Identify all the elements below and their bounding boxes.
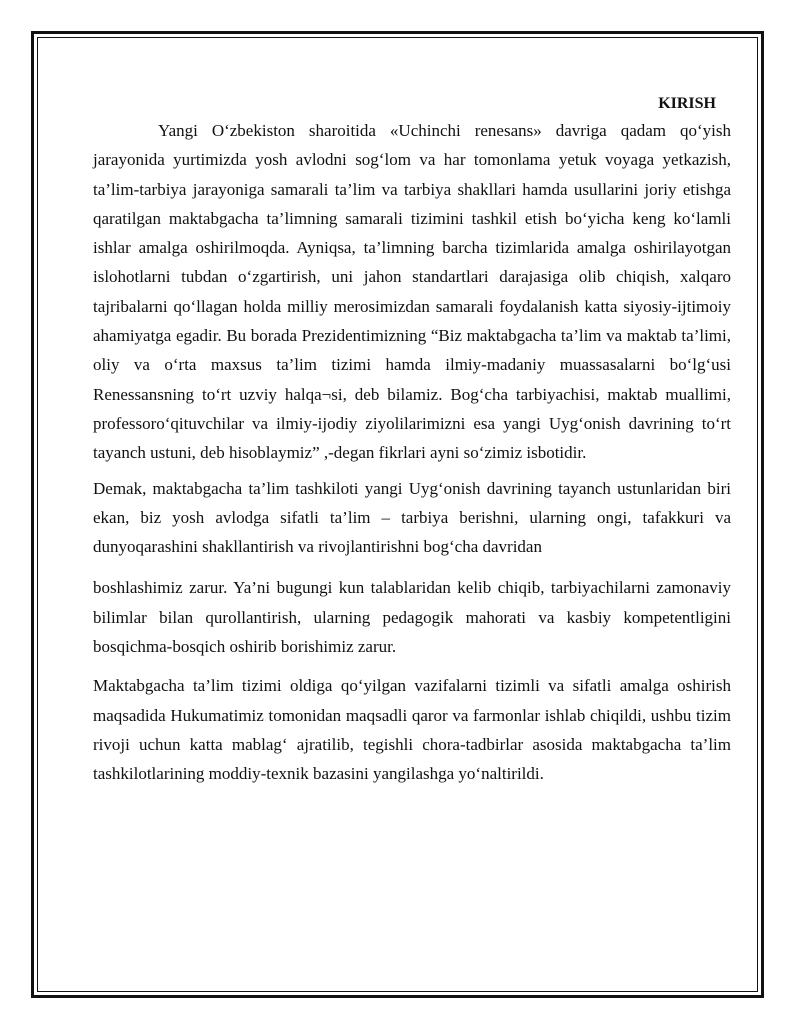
document-body xyxy=(93,92,731,789)
paragraph-3: boshlashimiz zarur. Ya’ni bugungi kun talablaridan kelib chiqib, tarbiyachilarni zamonaviy bilimlar bilan qurollantirish, ularning pedagogik mahorati va kasbiy kompetentligini bosqichma-bosqich oshirib borishimiz zarur. xyxy=(93,578,731,657)
paragraph-1: Yangi O‘zbekiston sharoitida «Uchinchi renesans» davriga qadam qo‘yish jarayonida yurtimizda yosh avlodni sog‘lom va har tomonlama yetuk voyaga yetkazish, ta’lim-tarbiya jarayoniga samarali ta’lim va tarbiya shakllari hamda usullarini joriy etishga qaratilgan maktabgacha ta’limning samarali tizimini tashkil etish bo‘yicha keng ko‘lamli ishlar amalga oshirilmoqda. Ayniqsa, ta’limning barcha tizimlarida amalga oshirilayotgan islohotlarni tubdan o‘zgartirish, uni jahon standartlari darajasiga olib chiqish, xalqaro tajribalarni qo‘llagan holda milliy merosimizdan samarali foydalanish katta siyosiy-ijtimoiy ahamiyatga egadir. Bu borada Prezidentimizning “Biz maktabgacha ta’lim va maktab ta’limi, oliy va o‘rta maxsus ta’lim tizimi hamda ilmiy-madaniy muassasalarni bo‘lg‘usi Renessansning to‘rt uzviy halqa¬si, deb bilamiz. Bog‘cha tarbiyachisi, maktab muallimi, professoro‘qituvchilar va ilmiy-ijodiy ziyolilarimizni esa yangi Uyg‘onish davrining to‘rt tayanch ustuni, deb hisoblaymiz” ,-degan fikrlari ayni so‘zimiz isbotidir. xyxy=(93,121,731,463)
paragraph-4: Maktabgacha ta’lim tizimi oldiga qo‘yilgan vazifalarni tizimli va sifatli amalga oshirish maqsadida Hukumatimiz tomonidan maqsadli qaror va farmonlar ishlab chiqildi, ushbu tizim rivoji uchun katta mablag‘ ajratilib, tegishli chora-tadbirlar asosida maktabgacha ta’lim tashkilotlarining moddiy-texnik bazasini yangilashga yo‘naltirildi. xyxy=(93,676,731,784)
document-heading: KIRISH xyxy=(658,95,716,112)
paragraph-2: Demak, maktabgacha ta’lim tashkiloti yangi Uyg‘onish davrining tayanch ustunlaridan biri ekan, biz yosh avlodga sifatli ta’lim – tarbiya berishni, ularning ongi, tafakkuri va dunyoqarashini shakllantirish va rivojlantirishni bog‘cha davridan xyxy=(93,478,731,557)
